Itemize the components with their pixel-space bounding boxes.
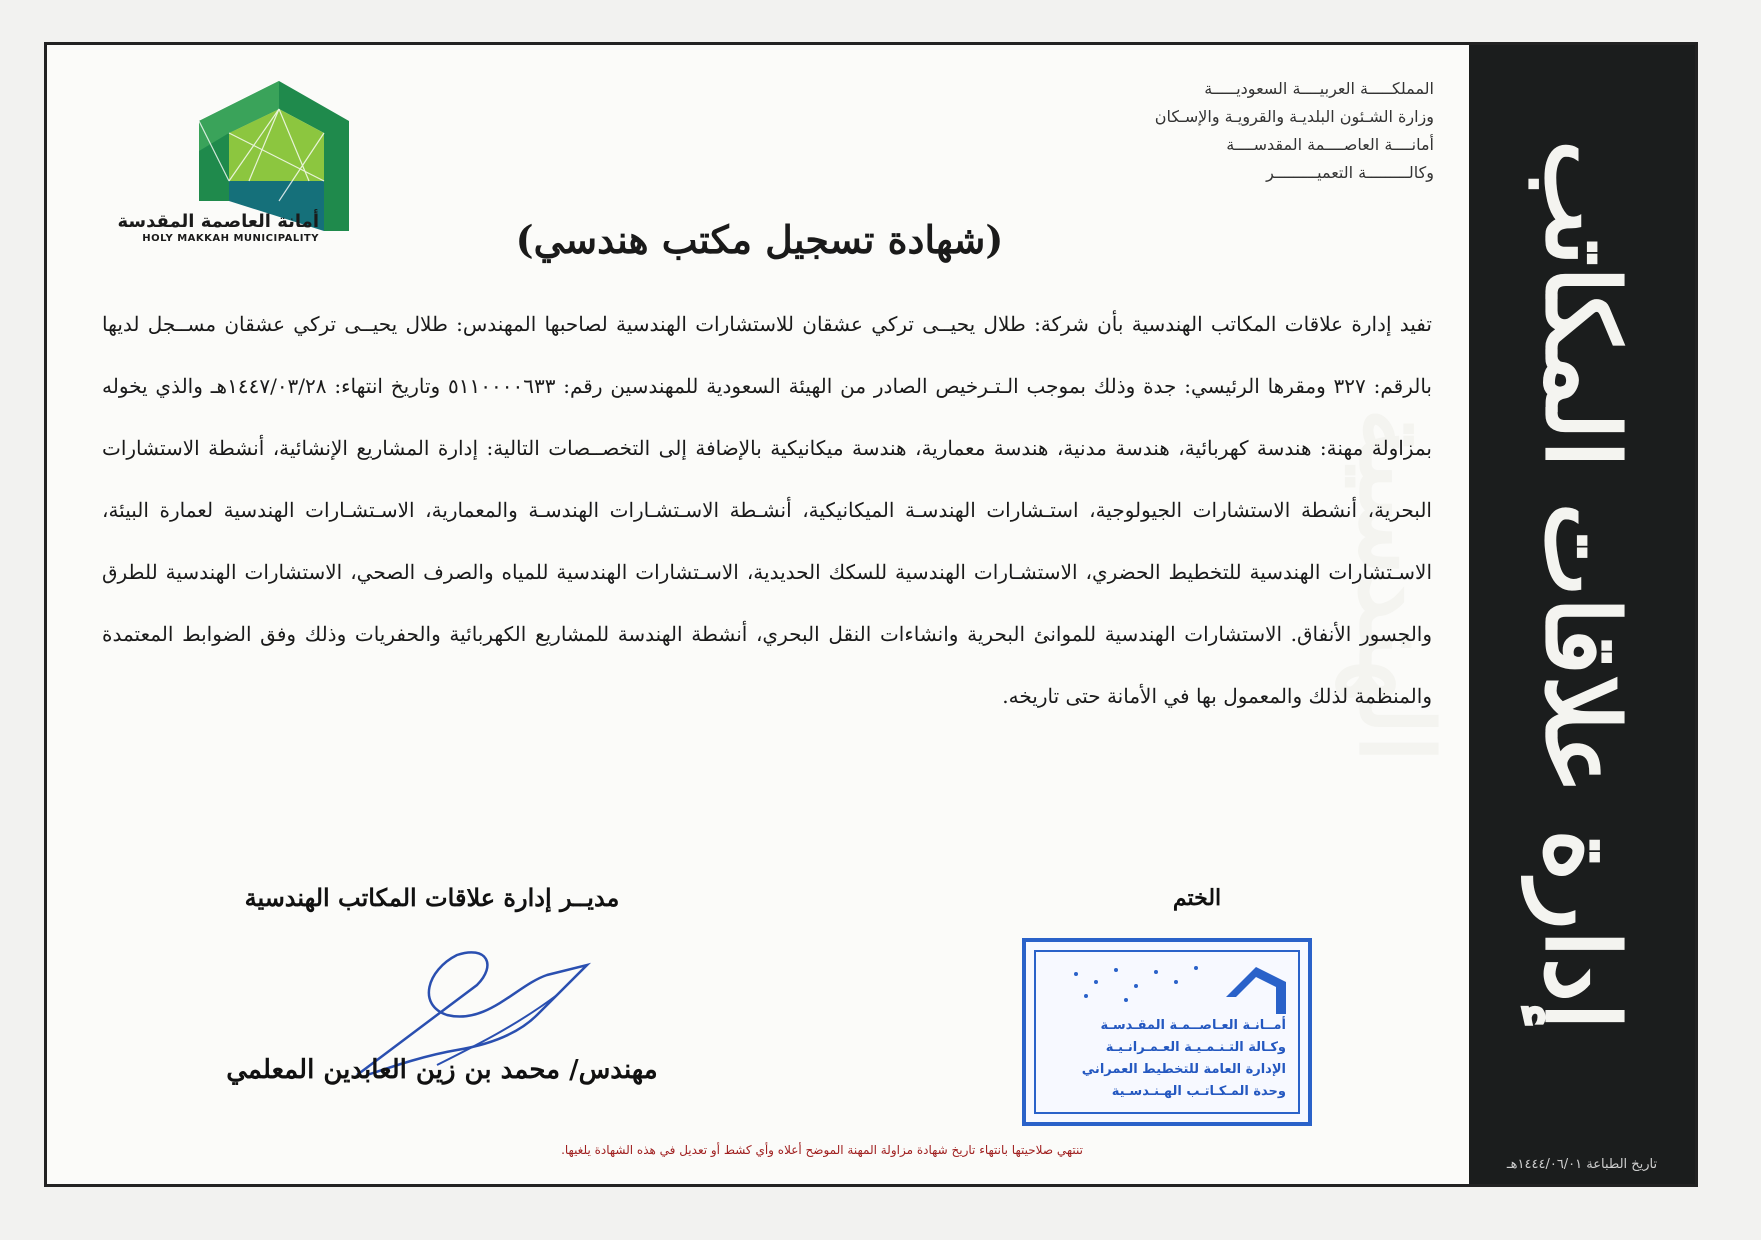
signatory-name: مهندس/ محمد بن زين العابدين المعلمي <box>226 1055 658 1085</box>
stamp-emblem-icon <box>1036 952 1316 1022</box>
certificate-content <box>47 45 1472 1184</box>
header-line-1: المملكـــــة العربيــــة السعوديـــــة <box>1204 79 1434 98</box>
certificate-title: (شهادة تسجيل مكتب هندسي) <box>515 217 1004 262</box>
certificate-sheet <box>44 42 1698 1187</box>
certificate-body: تفيد إدارة علاقات المكاتب الهندسية بأن شركة: طلال يحيــى تركي عشقان للاستشارات الهندسية لصاحبها المهندس: طلال يحيــى تركي عشقان مســجل لديها بالرقم: ٣٢٧ ومقرها الرئيسي: جدة وذلك بموجب الـتـرخيص الصادر من الهيئة السعودية للمهندسين رقم: ٥١١٠٠٠٠٦٣٣ وتاريخ انتهاء: ١٤٤٧/٠٣/٢٨هـ والذي يخوله بمزاولة مهنة: هندسة كهربائية، هندسة مدنية، هندسة معمارية، هندسة ميكانيكية بالإضافة إلى التخصــصات التالية: إدارة المشاريع الإنشائية، أنشطة الاستشارات البحرية، أنشطة الاستشارات الجيولوجية، استـشارات الهندسـة الميكانيكية، أنشـطة الاسـتشـارات الهندسـة والمعمارية، الاسـتشـارات الهندسية لعمارة البيئة، الاسـتشارات الهندسية للتخطيط الحضري، الاستشـارات الهندسية للسكك الحديدية، الاسـتشارات الهندسية للمياه والصرف الصحي، الاستشارات الهندسية للطرق والجسور الأنفاق. الاستشارات الهندسية للموانئ البحرية وانشاءات النقل البحري، أنشطة الهندسة للمشاريع الكهربائية والحفريات وذلك وفق الضوابط المعتمدة والمنظمة لذلك والمعمول بها في الأمانة حتى تاريخه. <box>102 312 1432 708</box>
logo-name-english: HOLY MAKKAH MUNICIPALITY <box>142 233 319 244</box>
header-line-2: وزارة الشـئون البلديـة والقرويـة والإسـكان <box>1154 107 1434 126</box>
header-line-3: أمانــــة العاصــــمة المقدســــة <box>1226 135 1434 154</box>
logo-name-arabic: أمانة العاصمة المقدسة <box>117 211 319 232</box>
signatory-title: مديــر إدارة علاقات المكاتب الهندسية <box>244 883 620 912</box>
seal-label: الختم <box>1172 885 1222 911</box>
stamp-line-3: الإدارة العامة للتخطيط العمراني <box>1081 1062 1286 1077</box>
stamp-line-1: أمــانـة العـاصــمـة المقـدسـة <box>1100 1018 1286 1033</box>
validity-note: تنتهي صلاحيتها بانتهاء تاريخ شهادة مزاولة المهنة الموضح أعلاه وأي كشط أو تعديل في هذه الشهادة يلغيها. <box>561 1143 1083 1157</box>
ministry-header <box>1004 75 1434 187</box>
official-stamp <box>1022 938 1312 1126</box>
side-panel-title: إدارة علاقات المكاتب الهندسية <box>1337 140 1641 1030</box>
stamp-line-2: وكـالة التـنـمـيـة العـمـرانـيـة <box>1105 1040 1286 1055</box>
header-line-4: وكالـــــــــة التعميـــــــــر <box>1266 163 1434 182</box>
stamp-line-4: وحدة المـكـاتـب الهـنـدسـية <box>1111 1084 1286 1099</box>
print-date: تاريخ الطباعة ١٤٤٤/٠٦/٠١هـ <box>1506 1157 1658 1172</box>
